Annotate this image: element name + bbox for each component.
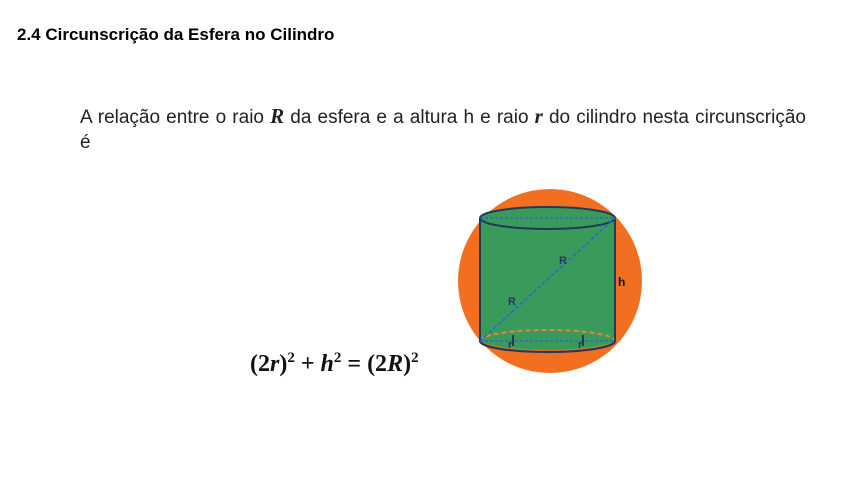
formula-exp-3: 2 <box>411 350 419 366</box>
sphere-cylinder-figure <box>455 186 655 383</box>
section-title: 2.4 Circunscrição da Esfera no Cilindro <box>17 25 335 44</box>
formula-r: r <box>270 351 280 377</box>
paragraph-text-2: da esfera e a altura h e raio <box>284 107 535 128</box>
label-R-top: R <box>559 255 567 267</box>
formula-close-2: ) <box>403 351 412 377</box>
formula-plus: + <box>294 351 321 377</box>
paragraph-text-1: A relação entre o raio <box>80 107 271 128</box>
formula-close-1: ) <box>279 351 288 377</box>
var-cylinder-radius: r <box>534 104 543 128</box>
formula-exp-1: 2 <box>287 350 295 366</box>
formula-open-1: (2 <box>250 351 270 377</box>
formula-equals: = (2 <box>341 351 388 377</box>
label-r-left: r <box>508 339 513 351</box>
var-sphere-radius: R <box>270 104 285 128</box>
description-paragraph <box>80 104 806 155</box>
formula-h: h <box>320 351 334 377</box>
figure-svg <box>455 186 655 378</box>
formula <box>250 350 419 378</box>
label-h: h <box>618 275 626 289</box>
paragraph-text-3: do cilindro nesta circunscrição é <box>80 107 806 153</box>
label-r-right: r <box>578 339 583 351</box>
formula-exp-2: 2 <box>333 350 342 366</box>
cylinder-body <box>480 218 615 350</box>
label-R-bottom: R <box>508 296 516 308</box>
formula-R: R <box>387 351 404 377</box>
